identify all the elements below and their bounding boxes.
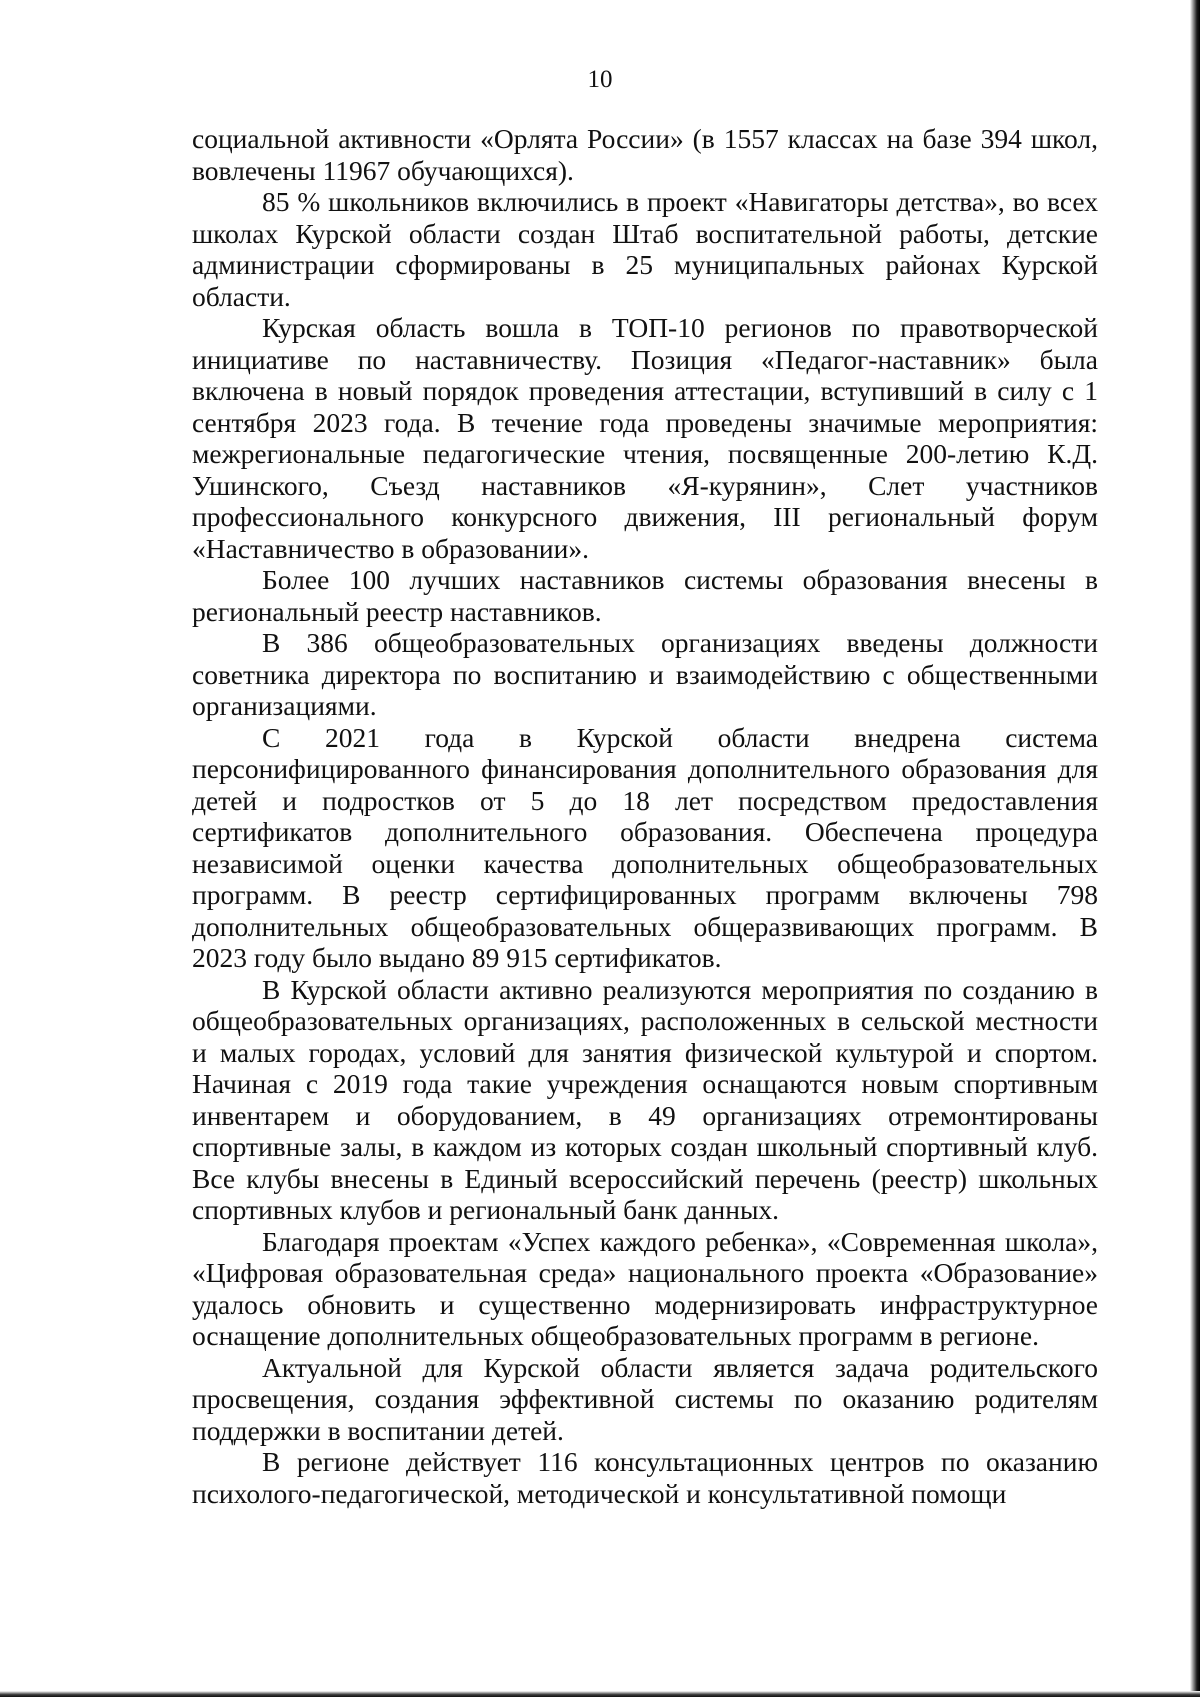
paragraph: С 2021 года в Курской области внедрена система персонифицированного финансирования дополнительного образования для детей и подростков от 5 до 18 лет посредством предоставления сертификатов дополнительного образования. Обеспечена процедура независимой оценки качества дополнительных общеобразовательных программ. В реестр сертифицированных программ включены 798 дополнительных общеобразовательных общеразвивающих программ. В 2023 году было выдано 89 915 сертификатов. — [192, 721, 1098, 973]
paragraph: Курская область вошла в ТОП-10 регионов по правотворческой инициативе по наставничеству. Позиция «Педагог-наставник» была включена в новый порядок проведения аттестации, вступивший в силу с 1 сентября 2023 года. В течение года проведены значимые мероприятия: межрегиональные педагогические чтения, посвященные 200-летию К.Д. Ушинского, Съезд наставников «Я-курянин», Слет участников профессионального конкурсного движения, III региональный форум «Наставничество в образовании». — [192, 312, 1098, 564]
paragraph: В Курской области активно реализуются мероприятия по созданию в общеобразовательных организациях, расположенных в сельской местности и малых городах, условий для занятия физической культурой и спортом. Начиная с 2019 года такие учреждения оснащаются новым спортивным инвентарем и оборудованием, в 49 организациях отремонтированы спортивные залы, в каждом из которых создан школьный спортивный клуб. Все клубы внесены в Единый всероссийский перечень (реестр) школьных спортивных клубов и региональный банк данных. — [192, 973, 1098, 1225]
paragraph: социальной активности «Орлята России» (в 1557 классах на базе 394 школ, вовлечены 11967 обучающихся). — [192, 123, 1098, 186]
scan-border-bottom — [0, 1691, 1200, 1697]
page-number: 10 — [587, 66, 613, 93]
paragraph: Более 100 лучших наставников системы образования внесены в региональный реестр наставников. — [192, 564, 1098, 627]
paragraph: Благодаря проектам «Успех каждого ребенка», «Современная школа», «Цифровая образовательная среда» национального проекта «Образование» удалось обновить и существенно модернизировать инфраструктурное оснащение дополнительных общеобразовательных программ в регионе. — [192, 1225, 1098, 1351]
paragraph: Актуальной для Курской области является задача родительского просвещения, создания эффективной системы по оказанию родителям поддержки в воспитании детей. — [192, 1351, 1098, 1446]
document-body — [192, 123, 1098, 1509]
paragraph: 85 % школьников включились в проект «Навигаторы детства», во всех школах Курской области создан Штаб воспитательной работы, детские администрации сформированы в 25 муниципальных районах Курской области. — [192, 186, 1098, 312]
paragraph: В регионе действует 116 консультационных центров по оказанию психолого-педагогической, методической и консультативной помощи — [192, 1446, 1098, 1509]
scan-border-right — [1190, 0, 1200, 1697]
paragraph: В 386 общеобразовательных организациях введены должности советника директора по воспитанию и взаимодействию с общественными организациями. — [192, 627, 1098, 721]
